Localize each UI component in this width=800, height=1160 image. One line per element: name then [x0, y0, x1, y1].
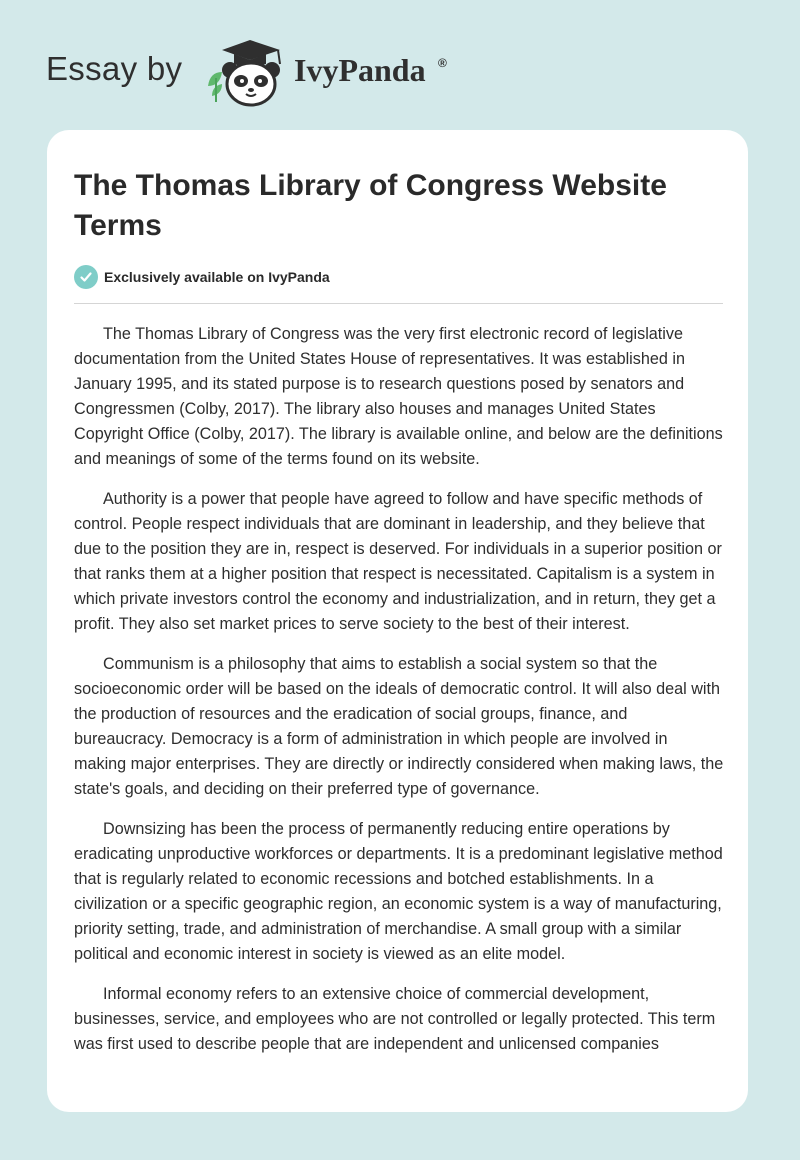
- paragraph: Downsizing has been the process of permanently reducing entire operations by eradicating unproductive workforces or departments. It is a predominant legislative method that is regularly related to economic recessions and botched establishments. In a civilization or a specific geographic region, an economic system is a way of manufacturing, priority setting, trade, and administration of merchandise. A small group with a similar political and economic interest in society is viewed as an elite model.: [74, 820, 723, 963]
- registered-mark: ®: [438, 56, 447, 70]
- paragraph: Informal economy refers to an extensive choice of commercial development, businesses, service, and employees who are not controlled or legally protected. This term was first used to describe people that are independent and unlicensed companies: [74, 985, 716, 1053]
- brand-name: IvyPanda: [294, 52, 426, 88]
- divider: [74, 303, 723, 304]
- brand-prefix: Essay by: [46, 50, 183, 87]
- article-card: [47, 130, 748, 1112]
- paragraph: Authority is a power that people have agreed to follow and have specific methods of control. People respect individuals that are dominant in leadership, and they believe that due to the position they are in, respect is deserved. For individuals in a superior position or that ranks them at a higher position that respect is necessitated. Capitalism is a system in which private investors control the economy and industrialization, and in return, they get a profit. They also set market prices to serve society to the best of their interest.: [74, 490, 722, 633]
- site-header: [0, 0, 800, 130]
- check-icon: [74, 265, 98, 289]
- badge-text: Exclusively available on IvyPanda: [104, 269, 330, 285]
- paragraph: Communism is a philosophy that aims to establish a social system so that the socioeconomic order will be based on the ideals of democratic control. It will also deal with the production of resources and the eradication of social groups, finance, and bureaucracy. Democracy is a form of administration in which people are involved in making major enterprises. They are directly or indirectly considered when making laws, the state's goals, and deciding on their preferred type of governance.: [74, 655, 724, 798]
- panda-graduate-icon: [200, 36, 292, 108]
- exclusive-badge: [74, 264, 330, 290]
- article-body: [74, 322, 724, 1072]
- paragraph: The Thomas Library of Congress was the very first electronic record of legislative documentation from the United States House of representatives. It was established in January 1995, and its stated purpose is to research questions posed by senators and Congressmen (Colby, 2017). The library also houses and manages United States Copyright Office (Colby, 2017). The library is available online, and below are the definitions and meanings of some of the terms found on its website.: [74, 325, 723, 468]
- article-title: The Thomas Library of Congress Website Terms: [74, 169, 667, 242]
